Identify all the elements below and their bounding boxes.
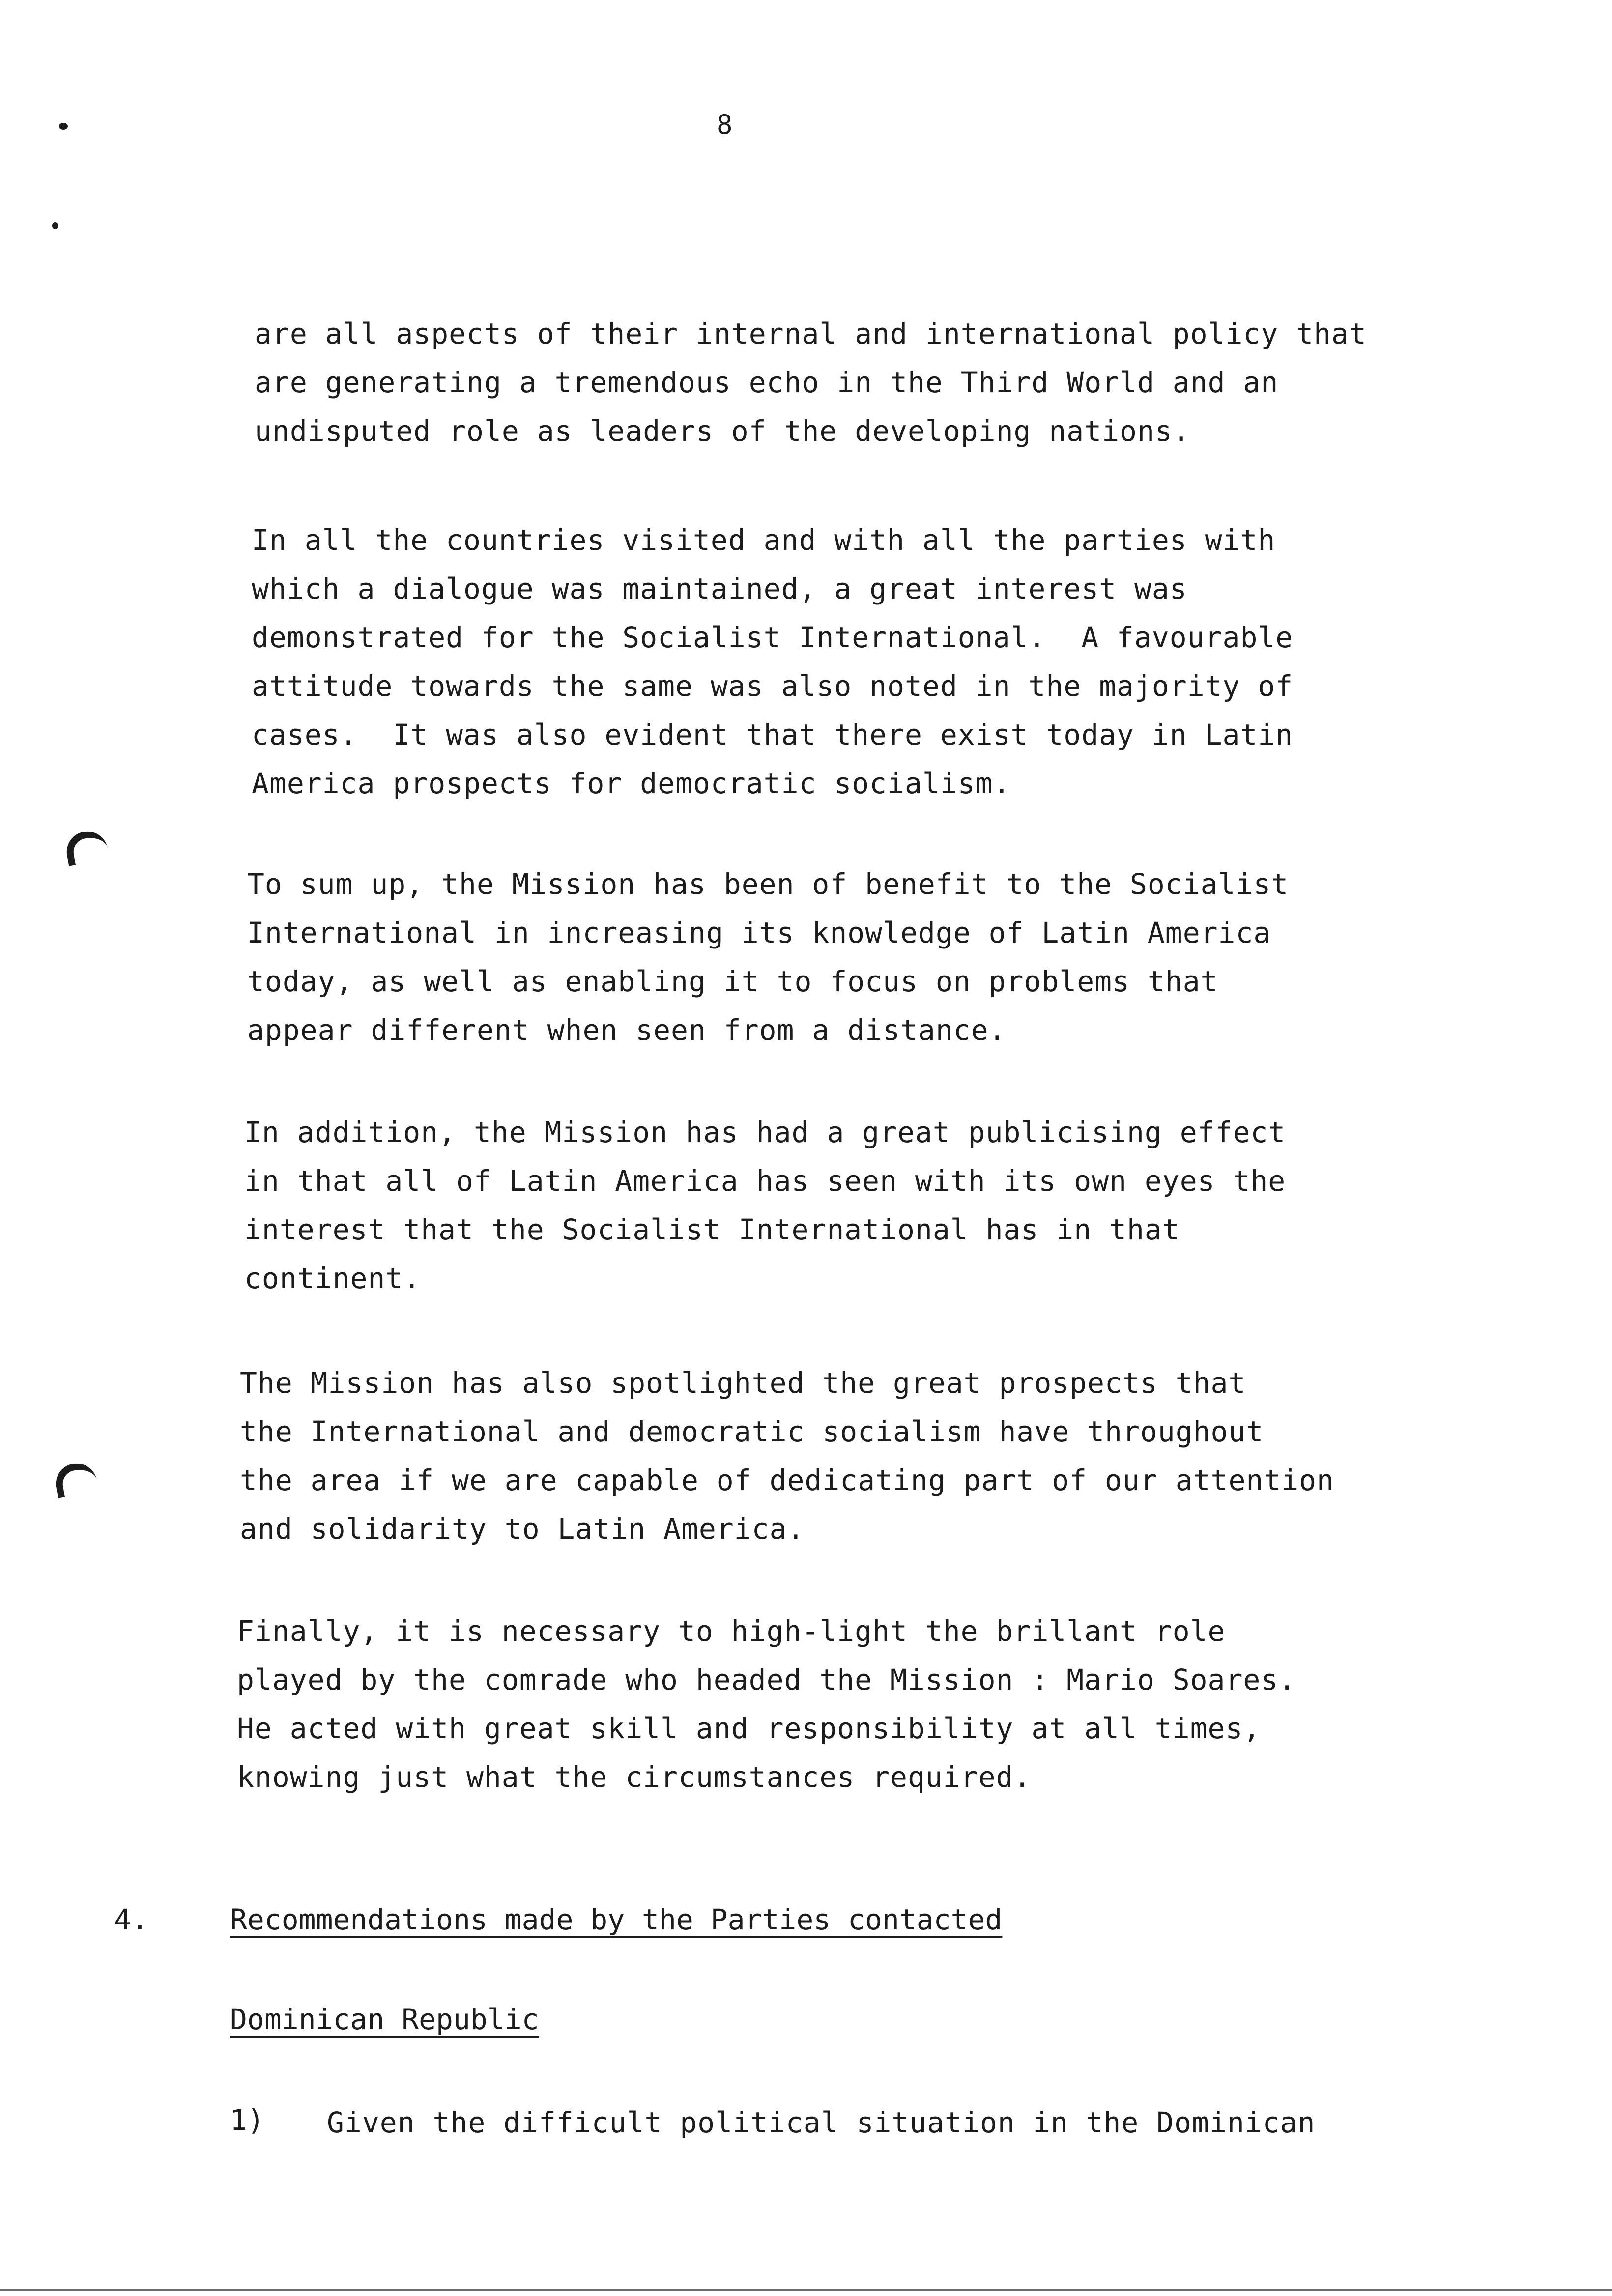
punch-hole-mark [53, 1460, 99, 1498]
paragraph-publicising-effect: In addition, the Mission has had a great publicising effect in that all of Latin America has seen with its own eyes the interest that the Socialist International has in that continent. [244, 1116, 1286, 1295]
list-item-text: Given the difficult political situation in the Dominican [327, 2106, 1316, 2139]
scan-speck [59, 123, 68, 130]
paragraph-mission-benefit: To sum up, the Mission has been of benefit to the Socialist International in increasing its knowledge of Latin America today, as well as enabling it to focus on problems that appear different when seen from a distance. [247, 867, 1289, 1047]
punch-hole-mark [63, 828, 110, 866]
page-bottom-edge [0, 2289, 1612, 2291]
page-number: 8 [717, 109, 733, 140]
paragraph-interest-in-international: In all the countries visited and with all the parties with which a dialogue was maintained, a great interest was demonstrated for the Socialist International. A favourable attitude towards the same was also noted in the majority of cases. It was also evident that there exist today in Latin America prospects for democratic socialism. [252, 523, 1294, 800]
paragraph-policy-echo: are all aspects of their internal and international policy that are generating a tremendous echo in the Third World and an undisputed role as leaders of the developing nations. [255, 317, 1367, 448]
section-heading: Recommendations made by the Parties contacted [230, 1903, 1003, 1936]
subsection-heading: Dominican Republic [230, 2003, 539, 2036]
list-item-marker: 1) [230, 2103, 264, 2137]
paragraph-prospects: The Mission has also spotlighted the great prospects that the International and democratic socialism have throughout the area if we are capable of dedicating part of our attention and solidarity to Latin America. [240, 1366, 1334, 1546]
scan-speck [52, 222, 58, 229]
section-number: 4. [114, 1903, 148, 1936]
paragraph-mario-soares-role: Finally, it is necessary to high-light the brillant role played by the comrade who headed the Mission : Mario Soares. He acted with great skill and responsibility at all times, knowing just what the circumstances required. [237, 1614, 1296, 1794]
